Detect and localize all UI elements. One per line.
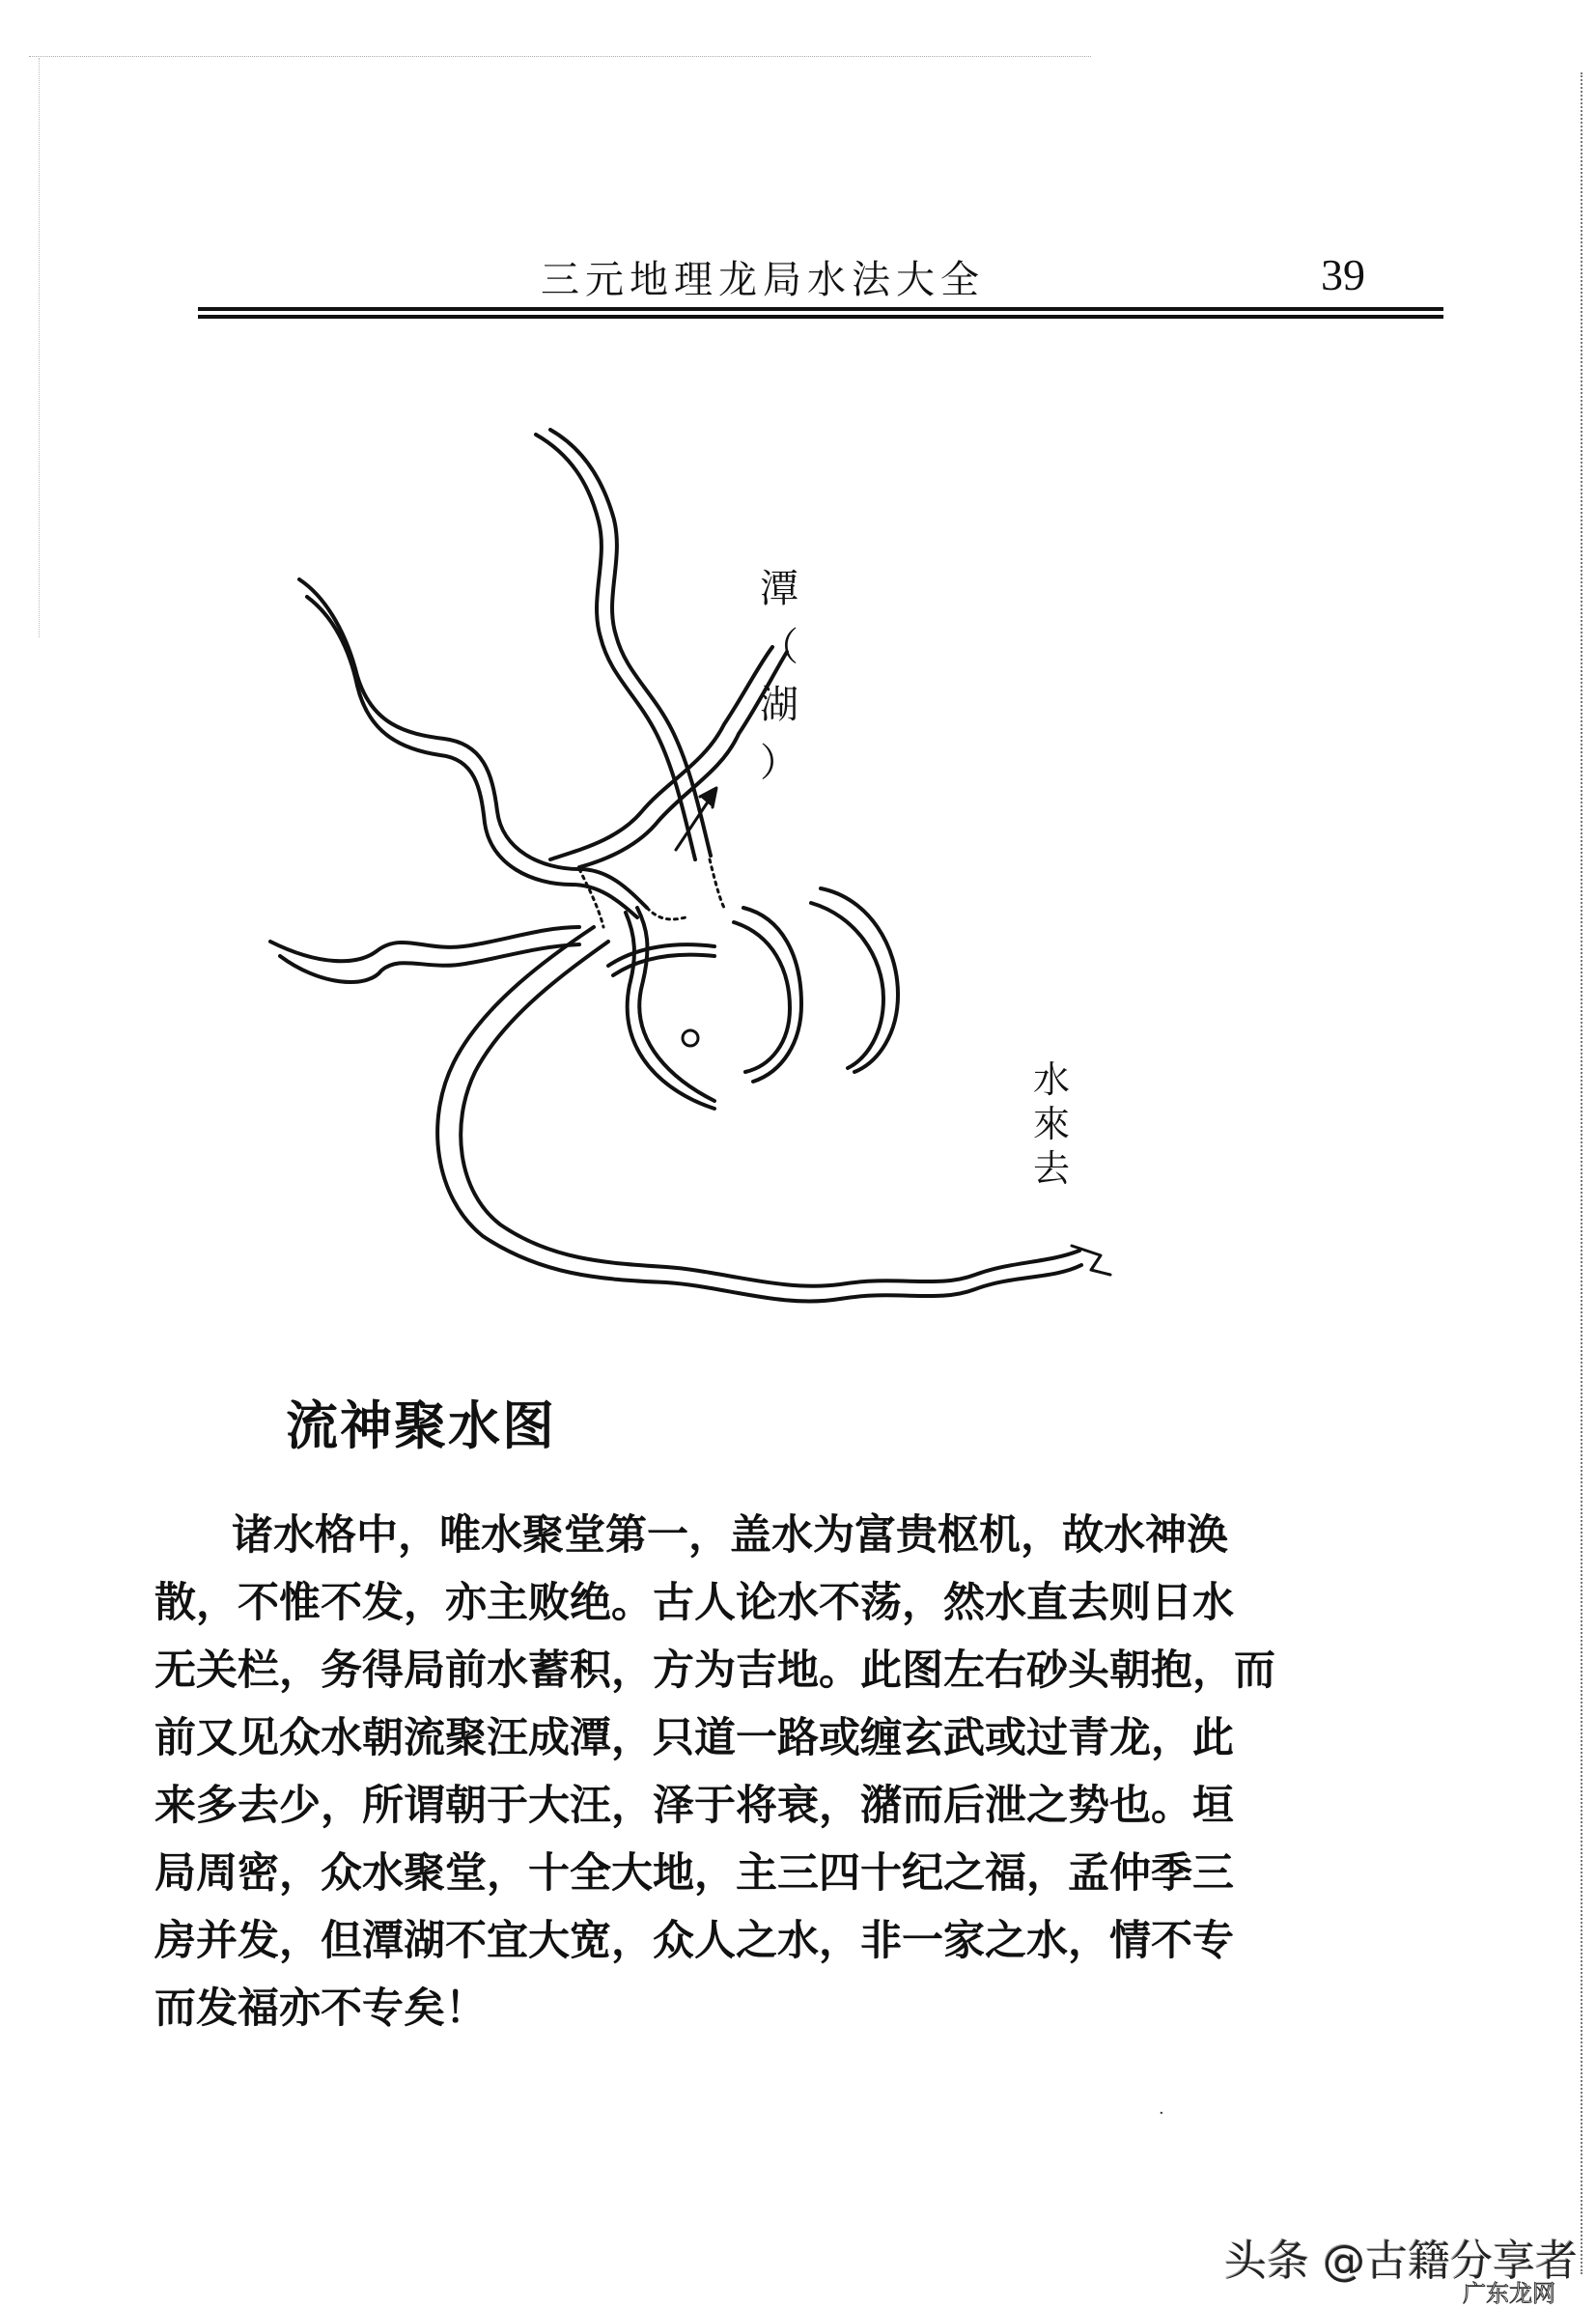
body-line: 无关栏，务得局前水蓄积，方为吉地。此图左右砂头朝抱，而 [154,1647,1275,1695]
running-title: 三元地理龙局水法大全 [541,258,985,302]
header-rule-top [198,307,1443,311]
inner-arc [608,944,714,975]
figure-title: 流神聚水图 [286,1395,556,1456]
body-line: 房并发，但潭湖不宜大宽，众人之水，非一家之水，情不专 [154,1917,1234,1965]
body-line: 诸水格中，唯水聚堂第一，盖水为富贵枢机，故水神涣 [232,1511,1228,1560]
header-rule-bottom [198,315,1443,319]
scan-speck: · [1159,2103,1164,2124]
body-line: 前又见众水朝流聚汪成潭，只道一路或缠玄武或过青龙，此 [154,1714,1234,1762]
site-point [683,1030,698,1046]
scan-edge-top [29,56,1091,57]
watermark-author: 头条 @古籍分享者 [1224,2237,1578,2286]
body-line: 局周密，众水聚堂，十全大地，主三四十纪之福，孟仲季三 [154,1849,1234,1898]
body-paragraph [154,1502,1419,2042]
label-lake: 潭 （ 湖 ） [760,567,798,785]
body-line: 而发福亦不专矣！ [154,1984,487,2033]
label-water-flow: 水 來 去 [1032,1058,1070,1190]
watermark-site: 广东龙网 [1463,2280,1555,2307]
river-outflow [437,927,1110,1301]
body-line: 散，不惟不发，亦主败绝。古人论水不荡，然水直去则日水 [154,1579,1234,1627]
page-number: 39 [1321,250,1365,299]
body-line: 来多去少，所谓朝于大汪，泽于将衰，潴而后泄之势也。垣 [154,1782,1234,1830]
scan-edge-right [1581,72,1586,2274]
inner-sand-right [734,908,801,1082]
outer-sand-right [811,888,898,1072]
scan-edge-left [39,58,40,637]
inner-sand-left [626,908,714,1109]
river-branch-upper-left [299,579,647,917]
